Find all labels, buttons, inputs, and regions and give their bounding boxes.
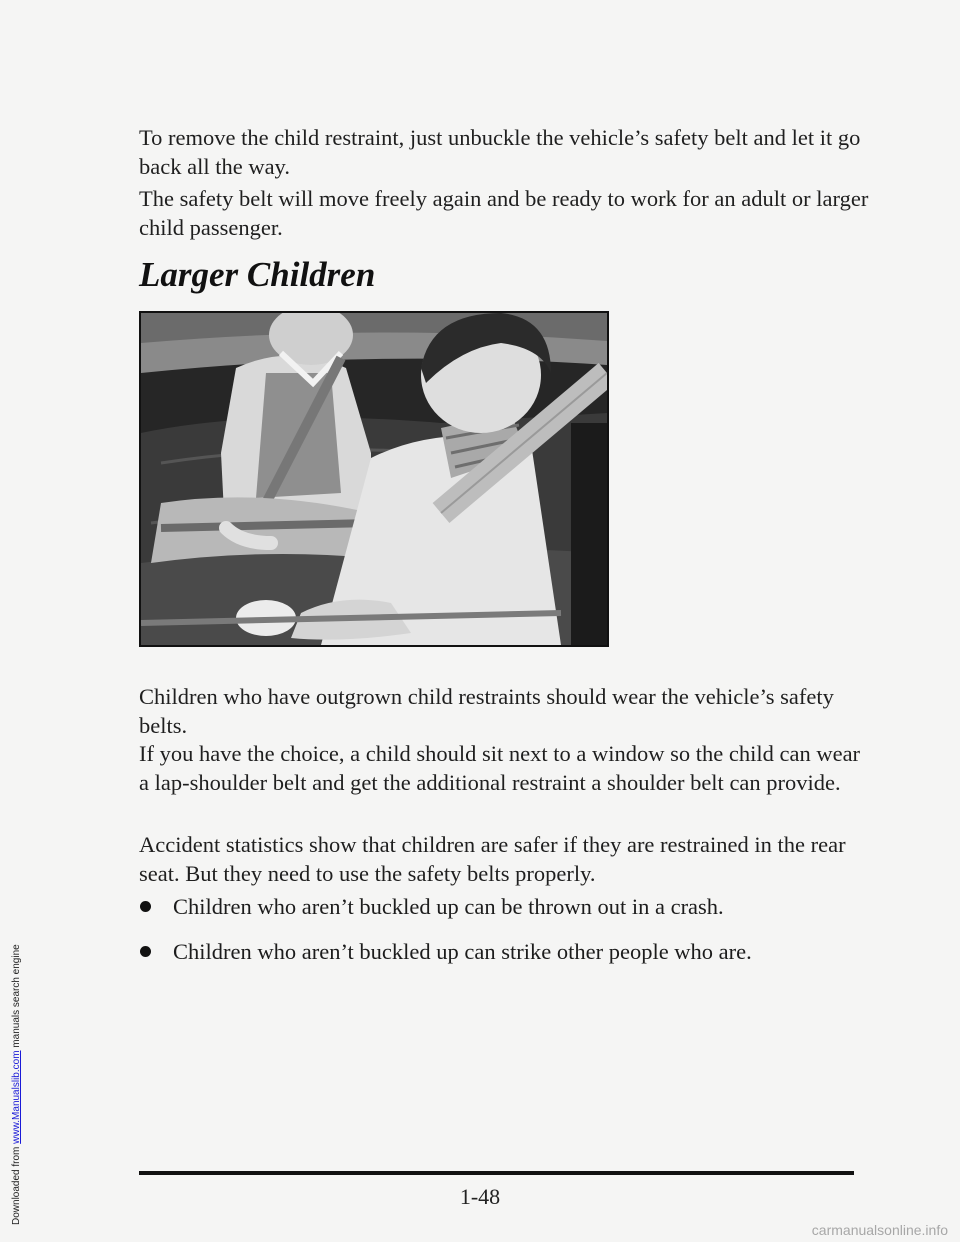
download-banner-text — [11, 944, 22, 1225]
paragraph-remove-restraint: To remove the child restraint, just unbuckle the vehicle’s safety belt and let it go back all the way. — [139, 125, 861, 179]
bullet-text: Children who aren’t buckled up can strike other people who are. — [173, 939, 752, 964]
page-number: 1-48 — [459, 1184, 501, 1209]
paragraph-outgrown-restraints: Children who have outgrown child restraints should wear the vehicle’s safety belts. — [139, 684, 834, 738]
download-banner-prefix: Downloaded from — [11, 1143, 22, 1225]
watermark: carmanualsonline.info — [811, 1222, 948, 1238]
manualslib-link[interactable]: www.Manualslib.com — [11, 1050, 22, 1144]
footer-rule — [139, 1171, 854, 1175]
download-banner — [0, 0, 22, 1242]
paragraph-belt-moves-freely: The safety belt will move freely again and be ready to work for an adult or larger child passenger. — [139, 186, 869, 240]
paragraph-accident-statistics: Accident statistics show that children are safer if they are restrained in the rear seat. But they need to use the safety belts properly. — [139, 832, 846, 886]
download-banner-suffix: manuals search engine — [11, 944, 22, 1051]
paragraph-sit-by-window: If you have the choice, a child should sit next to a window so the child can wear a lap-shoulder belt and get the additional restraint a shoulder belt can provide. — [139, 741, 861, 795]
bullet-dot-icon — [140, 946, 151, 957]
section-title: Larger Children — [139, 255, 376, 294]
bullet-list — [139, 892, 869, 982]
bullet-item — [139, 937, 869, 966]
children-in-seat-illustration — [139, 311, 609, 647]
bullet-text: Children who aren’t buckled up can be thrown out in a crash. — [173, 894, 724, 919]
bullet-dot-icon — [140, 901, 151, 912]
bullet-item — [139, 892, 869, 921]
